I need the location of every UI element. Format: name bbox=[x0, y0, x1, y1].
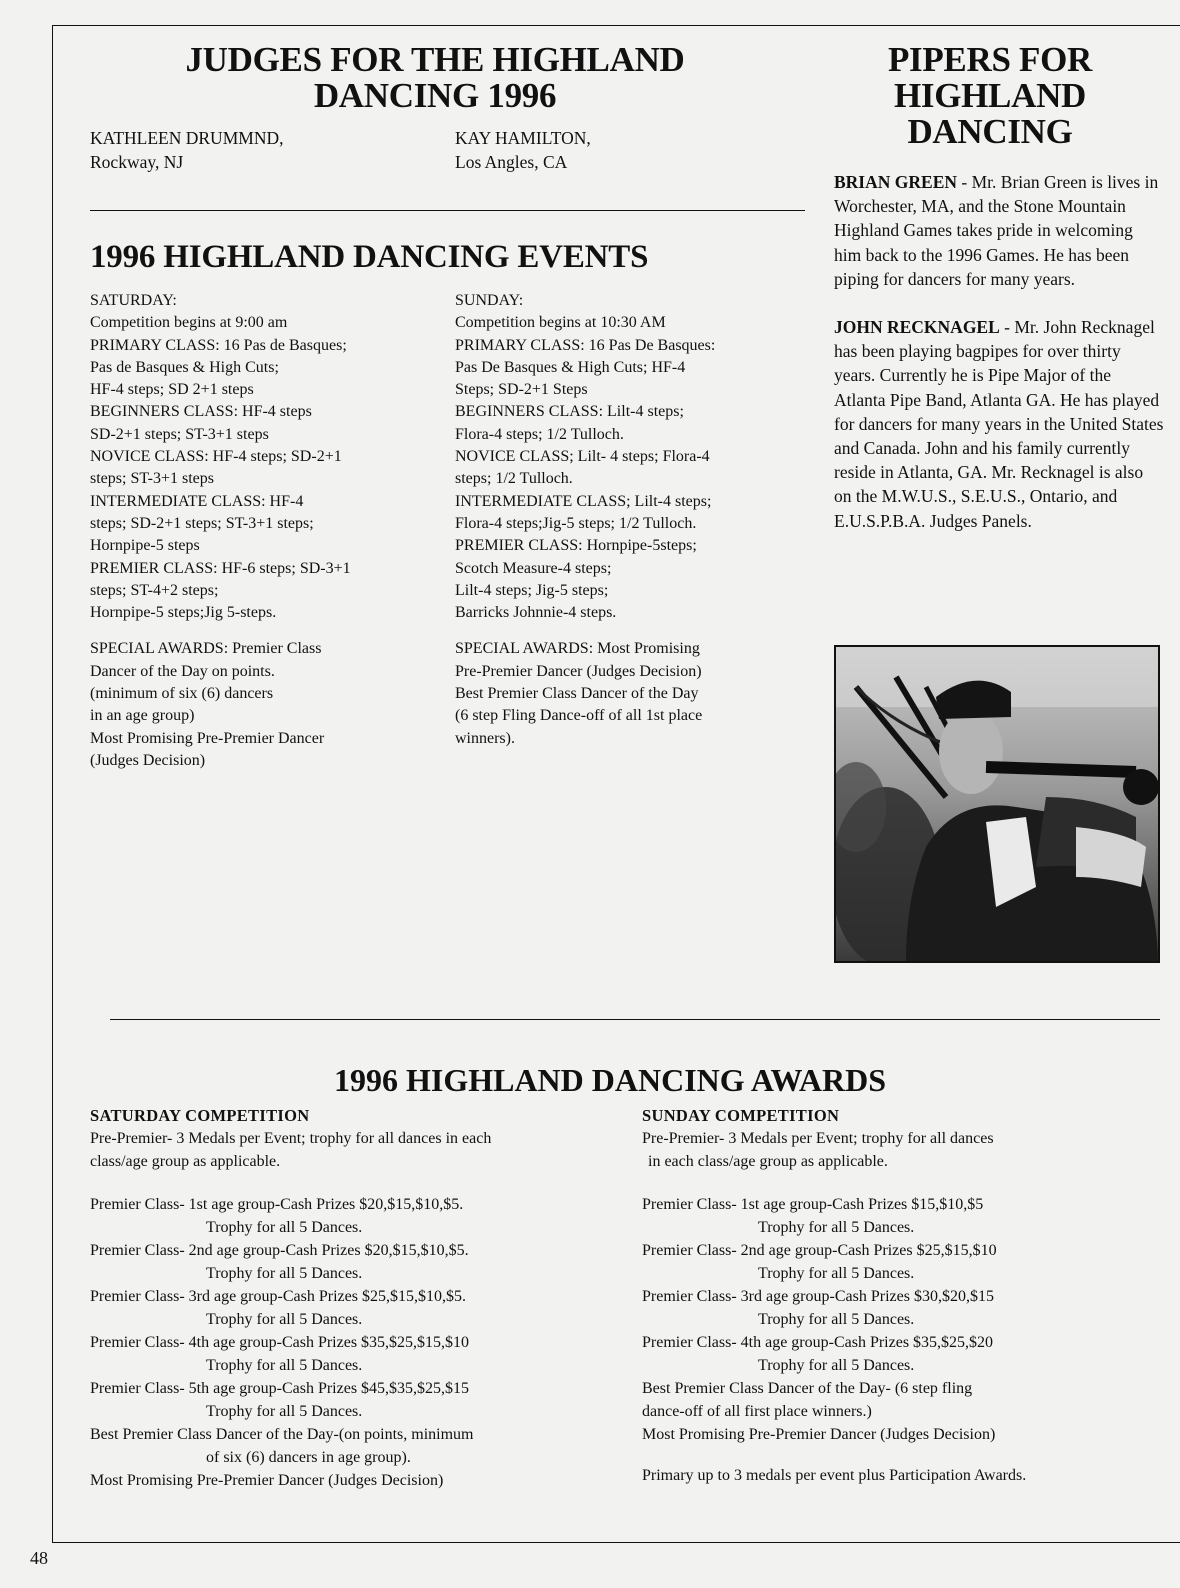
saturday-premier-trophy: Trophy for all 5 Dances. bbox=[206, 1403, 363, 1420]
piper-1-name: BRIAN GREEN bbox=[834, 172, 958, 192]
saturday-event-line: Hornpipe-5 steps;Jig 5-steps. bbox=[90, 604, 277, 622]
sunday-event-line: Scotch Measure-4 steps; bbox=[455, 559, 612, 577]
judge-1 bbox=[90, 126, 283, 174]
saturday-event-line: Competition begins at 9:00 am bbox=[90, 314, 288, 332]
sunday-event-line: Pas De Basques & High Cuts; HF-4 bbox=[455, 358, 686, 376]
spacer bbox=[90, 1173, 630, 1193]
sunday-special-award-line: SPECIAL AWARDS: Most Promising bbox=[455, 640, 700, 658]
piper-photo bbox=[834, 645, 1160, 963]
spacer bbox=[642, 1173, 1162, 1193]
judge-1-location: Rockway, NJ bbox=[90, 152, 184, 172]
piper-photo-image bbox=[836, 647, 1158, 961]
saturday-awards-heading: SATURDAY COMPETITION bbox=[90, 1106, 310, 1125]
sunday-premier-prize: Premier Class- 1st age group-Cash Prizes $15,$10,$5 bbox=[642, 1196, 984, 1213]
saturday-premier-prize: Premier Class- 5th age group-Cash Prizes $45,$35,$25,$15 bbox=[90, 1380, 470, 1397]
sunday-events bbox=[455, 290, 805, 750]
saturday-event-line: SATURDAY: bbox=[90, 292, 177, 309]
pipers-title bbox=[840, 42, 1140, 150]
saturday-special-award-line: in an age group) bbox=[90, 707, 195, 725]
piper-2-name: JOHN RECKNAGEL bbox=[834, 317, 1000, 338]
sunday-premier-prize: Premier Class- 3rd age group-Cash Prizes $30,$20,$15 bbox=[642, 1288, 994, 1305]
saturday-best-dancer: Best Premier Class Dancer of the Day-(on points, minimum bbox=[90, 1426, 474, 1443]
saturday-event-line: NOVICE CLASS: HF-4 steps; SD-2+1 bbox=[90, 448, 342, 466]
sunday-event-line: SUNDAY: bbox=[455, 292, 524, 309]
sunday-best-dancer-cont: dance-off of all first place winners.) bbox=[642, 1403, 872, 1420]
saturday-premier-trophy: Trophy for all 5 Dances. bbox=[206, 1311, 363, 1328]
sunday-premier-trophy: Trophy for all 5 Dances. bbox=[758, 1265, 915, 1282]
sunday-event-line: PREMIER CLASS: Hornpipe-5steps; bbox=[455, 537, 697, 555]
saturday-premier-prize: Premier Class- 2nd age group-Cash Prizes $20,$15,$10,$5. bbox=[90, 1242, 469, 1259]
saturday-event-line: BEGINNERS CLASS: HF-4 steps bbox=[90, 403, 312, 421]
judge-2-name: KAY HAMILTON, bbox=[455, 128, 591, 148]
saturday-event-line: steps; SD-2+1 steps; ST-3+1 steps; bbox=[90, 514, 314, 532]
saturday-best-dancer-cont: of six (6) dancers in age group). bbox=[206, 1449, 411, 1466]
awards-title: 1996 HIGHLAND DANCING AWARDS bbox=[333, 1062, 887, 1098]
saturday-intro-line: Pre-Premier- 3 Medals per Event; trophy for all dances in each bbox=[90, 1130, 492, 1147]
saturday-event-line: PRIMARY CLASS: 16 Pas de Basques; bbox=[90, 336, 347, 354]
sunday-event-line: BEGINNERS CLASS: Lilt-4 steps; bbox=[455, 403, 684, 421]
saturday-special-award-line: (Judges Decision) bbox=[90, 751, 206, 769]
piper-2-text: - Mr. John Recknagel has been playing bagpipes for over thirty years. Currently he is Pipe Major of the Atlanta Pipe Band, Atlanta GA. He has played for dancers for many years in the United States and Canada. John and his family currently reside in Atlanta, GA. Mr. Recknagel is also on the M.W.U.S., S.E.U.S., Ontario, and E.U.S.P.B.A. Judges Panels. bbox=[834, 317, 1164, 531]
sunday-intro-line: in each class/age group as applicable. bbox=[648, 1153, 888, 1170]
divider-awards bbox=[110, 1019, 1160, 1020]
sunday-premier-trophy: Trophy for all 5 Dances. bbox=[758, 1219, 915, 1236]
sunday-awards-heading: SUNDAY COMPETITION bbox=[642, 1106, 840, 1125]
page-number: 48 bbox=[30, 1548, 48, 1568]
sunday-most-promising: Most Promising Pre-Premier Dancer (Judges Decision) bbox=[642, 1426, 996, 1443]
spacer bbox=[642, 1446, 1162, 1464]
piper-bio-1 bbox=[834, 170, 1164, 291]
sunday-premier-trophy: Trophy for all 5 Dances. bbox=[758, 1357, 915, 1374]
sunday-special-award-line: Best Premier Class Dancer of the Day bbox=[455, 685, 699, 703]
saturday-special-award-line: (minimum of six (6) dancers bbox=[90, 685, 274, 703]
spacer bbox=[90, 624, 440, 638]
sunday-premier-trophy: Trophy for all 5 Dances. bbox=[758, 1311, 915, 1328]
saturday-premier-prize: Premier Class- 4th age group-Cash Prizes $35,$25,$15,$10 bbox=[90, 1334, 470, 1351]
judge-1-name: KATHLEEN DRUMMND, bbox=[90, 128, 284, 148]
saturday-event-line: Hornpipe-5 steps bbox=[90, 537, 200, 555]
saturday-event-line: SD-2+1 steps; ST-3+1 steps bbox=[90, 425, 269, 443]
sunday-event-line: Flora-4 steps;Jig-5 steps; 1/2 Tulloch. bbox=[455, 514, 697, 532]
saturday-premier-trophy: Trophy for all 5 Dances. bbox=[206, 1219, 363, 1236]
divider-judges bbox=[90, 210, 805, 211]
saturday-event-line: steps; ST-4+2 steps; bbox=[90, 581, 219, 599]
sunday-special-award-line: (6 step Fling Dance-off of all 1st place bbox=[455, 707, 703, 725]
saturday-event-line: Pas de Basques & High Cuts; bbox=[90, 358, 279, 376]
saturday-premier-prize: Premier Class- 3rd age group-Cash Prizes $25,$15,$10,$5. bbox=[90, 1288, 466, 1305]
sunday-event-line: Flora-4 steps; 1/2 Tulloch. bbox=[455, 425, 624, 443]
sunday-event-line: Lilt-4 steps; Jig-5 steps; bbox=[455, 581, 609, 599]
sunday-intro-line: Pre-Premier- 3 Medals per Event; trophy for all dances bbox=[642, 1130, 994, 1147]
pipers-title-line3: DANCING bbox=[907, 112, 1073, 151]
judge-2-location: Los Angles, CA bbox=[455, 152, 568, 172]
saturday-event-line: HF-4 steps; SD 2+1 steps bbox=[90, 381, 254, 399]
piper-bio-2 bbox=[834, 315, 1164, 533]
judges-title-line1: JUDGES FOR THE HIGHLAND bbox=[185, 40, 685, 79]
sunday-best-dancer: Best Premier Class Dancer of the Day- (6 step fling bbox=[642, 1380, 973, 1397]
sunday-primary-awards: Primary up to 3 medals per event plus Participation Awards. bbox=[642, 1467, 1027, 1484]
judges-title-line2: DANCING 1996 bbox=[313, 76, 557, 115]
pipers-bios bbox=[834, 170, 1164, 557]
saturday-event-line: PREMIER CLASS: HF-6 steps; SD-3+1 bbox=[90, 559, 351, 577]
saturday-premier-trophy: Trophy for all 5 Dances. bbox=[206, 1265, 363, 1282]
saturday-special-award-line: SPECIAL AWARDS: Premier Class bbox=[90, 640, 322, 658]
saturday-most-promising: Most Promising Pre-Premier Dancer (Judges Decision) bbox=[90, 1472, 444, 1489]
saturday-event-line: steps; ST-3+1 steps bbox=[90, 470, 214, 488]
judges-title bbox=[95, 42, 775, 114]
saturday-premier-trophy: Trophy for all 5 Dances. bbox=[206, 1357, 363, 1374]
saturday-special-award-line: Dancer of the Day on points. bbox=[90, 662, 275, 680]
piper-1-text: - Mr. Brian Green is lives in Worchester, MA, and the Stone Mountain Highland Games takes pride in welcoming him back to the 1996 Games. He has been piping for dancers for many years. bbox=[834, 172, 1159, 289]
sunday-awards bbox=[642, 1104, 1162, 1487]
sunday-special-award-line: Pre-Premier Dancer (Judges Decision) bbox=[455, 662, 702, 680]
spacer bbox=[455, 624, 805, 638]
sunday-event-line: NOVICE CLASS; Lilt- 4 steps; Flora-4 bbox=[455, 448, 710, 466]
sunday-special-award-line: winners). bbox=[455, 729, 515, 747]
sunday-event-line: Steps; SD-2+1 Steps bbox=[455, 381, 588, 399]
saturday-special-award-line: Most Promising Pre-Premier Dancer bbox=[90, 729, 325, 747]
judge-2 bbox=[455, 126, 591, 174]
pipers-title-line2: HIGHLAND bbox=[893, 76, 1087, 115]
sunday-event-line: Competition begins at 10:30 AM bbox=[455, 314, 666, 332]
sunday-event-line: steps; 1/2 Tulloch. bbox=[455, 470, 573, 488]
saturday-intro-line: class/age group as applicable. bbox=[90, 1153, 281, 1170]
sunday-event-line: INTERMEDIATE CLASS; Lilt-4 steps; bbox=[455, 492, 712, 510]
events-title: 1996 HIGHLAND DANCING EVENTS bbox=[90, 239, 649, 275]
saturday-event-line: INTERMEDIATE CLASS: HF-4 bbox=[90, 492, 304, 510]
saturday-awards bbox=[90, 1104, 630, 1492]
sunday-event-line: Barricks Johnnie-4 steps. bbox=[455, 604, 617, 622]
saturday-premier-prize: Premier Class- 1st age group-Cash Prizes $20,$15,$10,$5. bbox=[90, 1196, 464, 1213]
saturday-events bbox=[90, 290, 440, 772]
sunday-premier-prize: Premier Class- 2nd age group-Cash Prizes $25,$15,$10 bbox=[642, 1242, 997, 1259]
pipers-title-line1: PIPERS FOR bbox=[887, 40, 1093, 79]
sunday-premier-prize: Premier Class- 4th age group-Cash Prizes $35,$25,$20 bbox=[642, 1334, 994, 1351]
sunday-event-line: PRIMARY CLASS: 16 Pas De Basques: bbox=[455, 336, 716, 354]
